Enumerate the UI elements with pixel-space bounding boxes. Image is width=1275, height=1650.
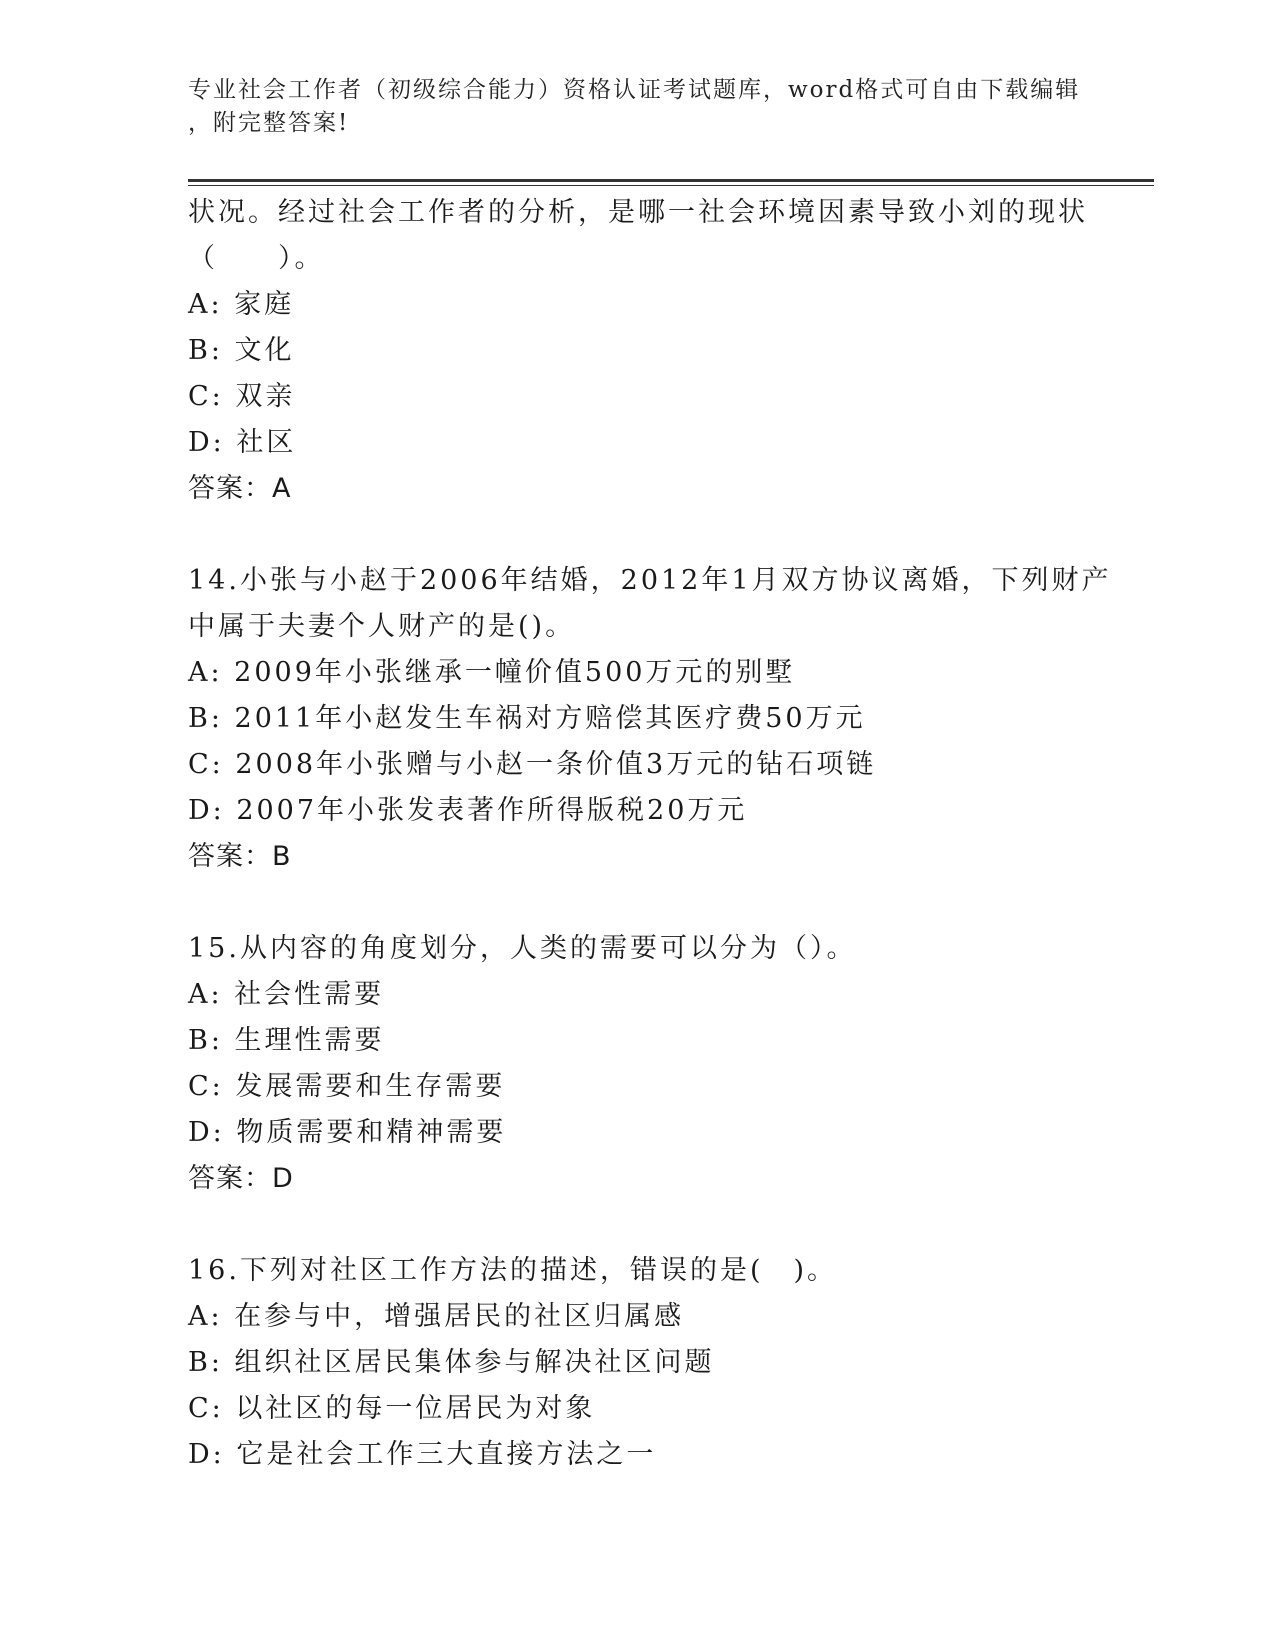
answer: 答案：A: [188, 473, 292, 504]
spacer: [188, 880, 1088, 926]
option-a: A: 在参与中，增强居民的社区归属感: [188, 1301, 685, 1332]
page-header: [188, 74, 1088, 140]
option-d: D: 物质需要和精神需要: [188, 1117, 507, 1148]
question-13: [188, 190, 1088, 512]
question-text: 14.小张与小赵于2006年结婚，2012年1月双方协议离婚，下列财产: [188, 565, 1112, 596]
option-b: B: 生理性需要: [188, 1025, 385, 1056]
question-text: 状况。经过社会工作者的分析，是哪一社会环境因素导致小刘的现状: [188, 197, 1088, 228]
question-14: [188, 558, 1112, 880]
question-text: 中属于夫妻个人财产的是()。: [188, 611, 576, 642]
option-b: B: 2011年小赵发生车祸对方赔偿其医疗费50万元: [188, 703, 866, 734]
option-a: A: 家庭: [188, 289, 295, 320]
option-c: C: 发展需要和生存需要: [188, 1071, 506, 1102]
spacer: [188, 1202, 1088, 1248]
option-d: D: 2007年小张发表著作所得版税20万元: [188, 795, 748, 826]
answer: 答案：D: [188, 1163, 294, 1194]
option-d: D: 它是社会工作三大直接方法之一: [188, 1439, 657, 1470]
header-rule-thin: [188, 185, 1154, 186]
option-b: B: 文化: [188, 335, 295, 366]
question-text: （ ）。: [188, 243, 325, 274]
option-a: A: 社会性需要: [188, 979, 385, 1010]
option-c: C: 2008年小张赠与小赵一条价值3万元的钻石项链: [188, 749, 877, 780]
option-d: D: 社区: [188, 427, 297, 458]
header-line-1: 专业社会工作者（初级综合能力）资格认证考试题库，word格式可自由下载编辑: [188, 77, 1081, 103]
question-text: 15.从内容的角度划分，人类的需要可以分为（）。: [188, 933, 857, 964]
header-line-2: ，附完整答案!: [188, 110, 350, 136]
option-c: C: 以社区的每一位居民为对象: [188, 1393, 596, 1424]
question-content: [188, 190, 1112, 1478]
header-rule-thick: [188, 179, 1154, 182]
option-a: A: 2009年小张继承一幢价值500万元的别墅: [188, 657, 796, 688]
question-15: [188, 926, 1088, 1202]
option-b: B: 组织社区居民集体参与解决社区问题: [188, 1347, 715, 1378]
spacer: [188, 512, 1088, 558]
question-text: 16.下列对社区工作方法的描述，错误的是( )。: [188, 1255, 838, 1286]
option-c: C: 双亲: [188, 381, 296, 412]
question-16: [188, 1248, 1088, 1478]
answer: 答案：B: [188, 841, 292, 872]
